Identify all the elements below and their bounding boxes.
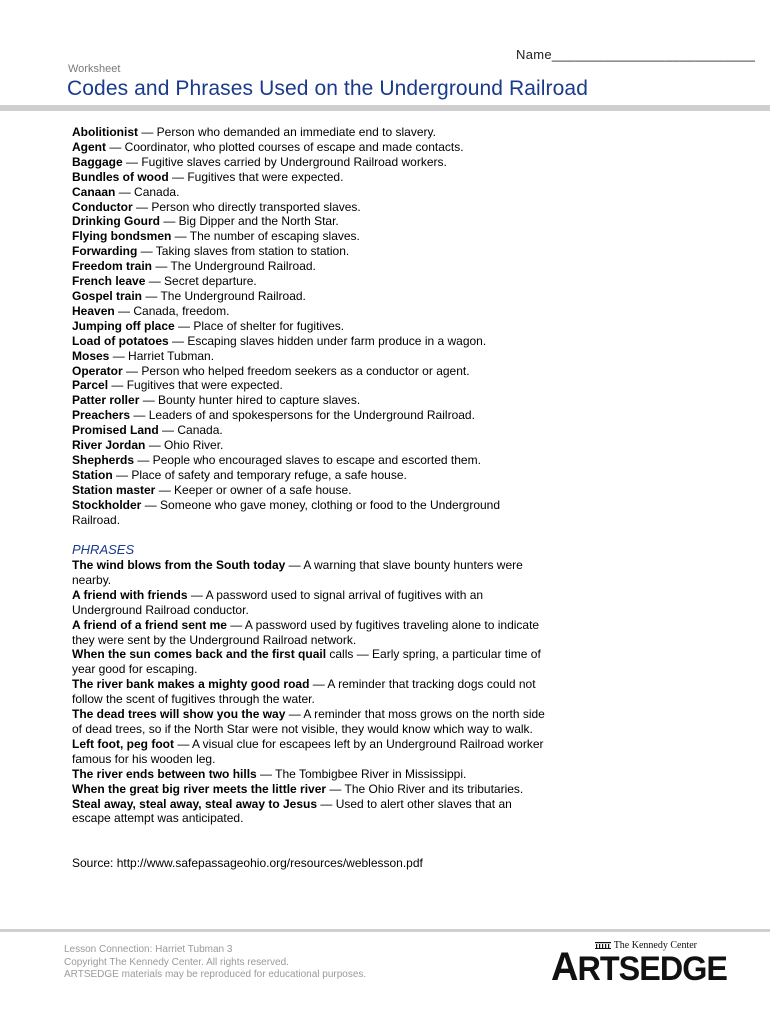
term: Forwarding	[72, 244, 138, 259]
term: Preachers	[72, 408, 131, 423]
definition: — The number of escaping slaves.	[171, 229, 360, 244]
list-item	[72, 304, 542, 319]
footer-copyright: Copyright The Kennedy Center. All rights reserved.	[64, 956, 289, 968]
kennedy-center-text: The Kennedy Center	[613, 940, 697, 951]
list-item	[72, 378, 542, 393]
phrase: A friend of a friend sent me	[72, 617, 227, 632]
name-field: Name___________________________	[516, 47, 756, 62]
list-item	[72, 244, 542, 259]
artsedge-logo	[551, 940, 727, 989]
list-item	[72, 259, 542, 274]
term: French leave	[72, 274, 146, 289]
list-item	[72, 155, 542, 170]
list-item	[72, 408, 542, 423]
definition: — Ohio River.	[145, 438, 224, 453]
term: Bundles of wood	[72, 169, 169, 184]
term: Agent	[72, 139, 106, 154]
definition: — Leaders of and spokespersons for the Underground Railroad.	[130, 408, 475, 423]
list-item	[72, 229, 542, 244]
definition: — Canada, freedom.	[114, 303, 230, 318]
list-item	[72, 170, 542, 185]
term: Patter roller	[72, 393, 140, 408]
list-item	[72, 677, 550, 707]
phrases-list	[72, 558, 550, 826]
definition: — Used to alert other slaves that an escape attempt was anticipated.	[72, 796, 512, 826]
definition: — Person who demanded an immediate end to slavery.	[138, 125, 436, 139]
definition: — Fugitives that were expected.	[108, 378, 283, 393]
list-item	[72, 185, 542, 200]
list-item	[72, 588, 550, 618]
phrase: Left foot, peg foot	[72, 736, 174, 751]
phrase: The river bank makes a mighty good road	[72, 677, 310, 692]
phrase: When the great big river meets the little river	[72, 781, 327, 796]
list-item	[72, 319, 542, 334]
term: Moses	[72, 348, 110, 363]
term: River Jordan	[72, 438, 146, 453]
definition: — A reminder that tracking dogs could not follow the scent of fugitives through the water.	[72, 677, 536, 707]
phrase: The wind blows from the South today	[72, 558, 286, 572]
definition: — The Underground Railroad.	[152, 259, 316, 274]
page-title: Codes and Phrases Used on the Underground Railroad	[67, 77, 588, 100]
term: Load of potatoes	[72, 333, 169, 348]
list-item	[72, 274, 542, 289]
footer-divider	[0, 929, 770, 932]
term: Conductor	[72, 199, 133, 214]
term: Station	[72, 467, 113, 482]
term: Jumping off place	[72, 318, 175, 333]
definition: — The Underground Railroad.	[142, 288, 306, 303]
definition: — A password used to signal arrival of fugitives with an Underground Railroad conductor.	[72, 587, 484, 617]
definition: — Harriet Tubman.	[109, 348, 215, 363]
list-item	[72, 423, 542, 438]
list-item	[72, 393, 542, 408]
wordmark-rest: RTSEDGE	[577, 950, 727, 988]
term: Operator	[72, 363, 123, 378]
term: Shepherds	[72, 452, 135, 467]
term: Abolitionist	[72, 125, 138, 139]
term: Baggage	[72, 154, 123, 169]
list-item	[72, 707, 550, 737]
definition: — Keeper or owner of a safe house.	[155, 482, 352, 497]
definition: — Coordinator, who plotted courses of escape and made contacts.	[106, 139, 464, 154]
definition: — Escaping slaves hidden under farm produce in a wagon.	[168, 333, 487, 348]
list-item	[72, 364, 542, 379]
list-item	[72, 334, 542, 349]
list-item	[72, 438, 542, 453]
list-item	[72, 558, 550, 588]
term: Gospel train	[72, 288, 143, 303]
term: Heaven	[72, 303, 115, 318]
term: Canaan	[72, 184, 116, 199]
list-item	[72, 140, 542, 155]
definition: — Place of shelter for fugitives.	[174, 318, 345, 333]
definition: — Taking slaves from station to station.	[137, 244, 350, 259]
phrase: The river ends between two hills	[72, 766, 257, 781]
list-item	[72, 498, 542, 528]
list-item	[72, 468, 542, 483]
list-item	[72, 647, 550, 677]
list-item	[72, 349, 542, 364]
definition: — A warning that slave bounty hunters were nearby.	[72, 558, 523, 587]
definition: — Person who helped freedom seekers as a conductor or agent.	[122, 363, 470, 378]
definition: — People who encouraged slaves to escape and escorted them.	[134, 452, 481, 467]
definition: — The Tombigbee River in Mississippi.	[256, 766, 467, 781]
definition: — Fugitive slaves carried by Underground Railroad workers.	[122, 154, 447, 169]
worksheet-label: Worksheet	[68, 63, 121, 75]
phrases-heading: PHRASES	[72, 542, 135, 557]
definition: calls — Early spring, a particular time of year good for escaping.	[72, 647, 541, 677]
definition: — Canada.	[115, 184, 180, 199]
wordmark-initial: A	[551, 945, 578, 989]
term: Freedom train	[72, 259, 153, 274]
definition: — A reminder that moss grows on the north side of dead trees, so if the North Star were not visible, they would know which way to walk.	[72, 707, 545, 736]
list-item	[72, 200, 542, 215]
phrase: A friend with friends	[72, 587, 188, 602]
phrase: The dead trees will show you the way	[72, 707, 286, 722]
list-item	[72, 737, 550, 767]
list-item	[72, 453, 542, 468]
definition: — Canada.	[158, 423, 223, 438]
definition: — Place of safety and temporary refuge, a safe house.	[112, 467, 407, 482]
footer-lesson-connection: Lesson Connection: Harriet Tubman 3	[64, 944, 233, 955]
list-item	[72, 125, 542, 140]
term: Stockholder	[72, 497, 142, 512]
footer	[64, 944, 366, 982]
footer-reproduction-note: ARTSEDGE materials may be reproduced for educational purposes.	[64, 969, 367, 980]
definition: — Fugitives that were expected.	[168, 169, 344, 184]
list-item	[72, 483, 542, 498]
list-item	[72, 782, 550, 797]
definition: — A visual clue for escapees left by an Underground Railroad worker famous for his wooden leg.	[72, 736, 544, 766]
definition: — Someone who gave money, clothing or food to the Underground Railroad.	[72, 497, 501, 527]
definition: — Person who directly transported slaves.	[132, 199, 361, 214]
term: Station master	[72, 482, 156, 497]
list-item	[72, 767, 550, 782]
phrase: Steal away, steal away, steal away to Jesus	[72, 796, 318, 811]
term: Drinking Gourd	[72, 214, 160, 229]
list-item	[72, 289, 542, 304]
list-item	[72, 797, 550, 827]
term: Parcel	[72, 378, 109, 393]
list-item	[72, 214, 542, 229]
source-citation: Source: http://www.safepassageohio.org/resources/weblesson.pdf	[72, 856, 423, 870]
definition: — Secret departure.	[145, 274, 257, 289]
definition: — A password used by fugitives traveling alone to indicate they were sent by the Underground Railroad network.	[72, 617, 540, 647]
term: Flying bondsmen	[72, 229, 172, 244]
definition: — The Ohio River and its tributaries.	[326, 781, 524, 796]
definition: — Bounty hunter hired to capture slaves.	[139, 393, 361, 408]
phrase: When the sun comes back and the first quail	[72, 647, 327, 662]
term: Promised Land	[72, 423, 159, 438]
title-divider	[0, 105, 770, 111]
list-item	[72, 618, 550, 648]
terms-list	[72, 125, 542, 527]
definition: — Big Dipper and the North Star.	[160, 214, 339, 229]
